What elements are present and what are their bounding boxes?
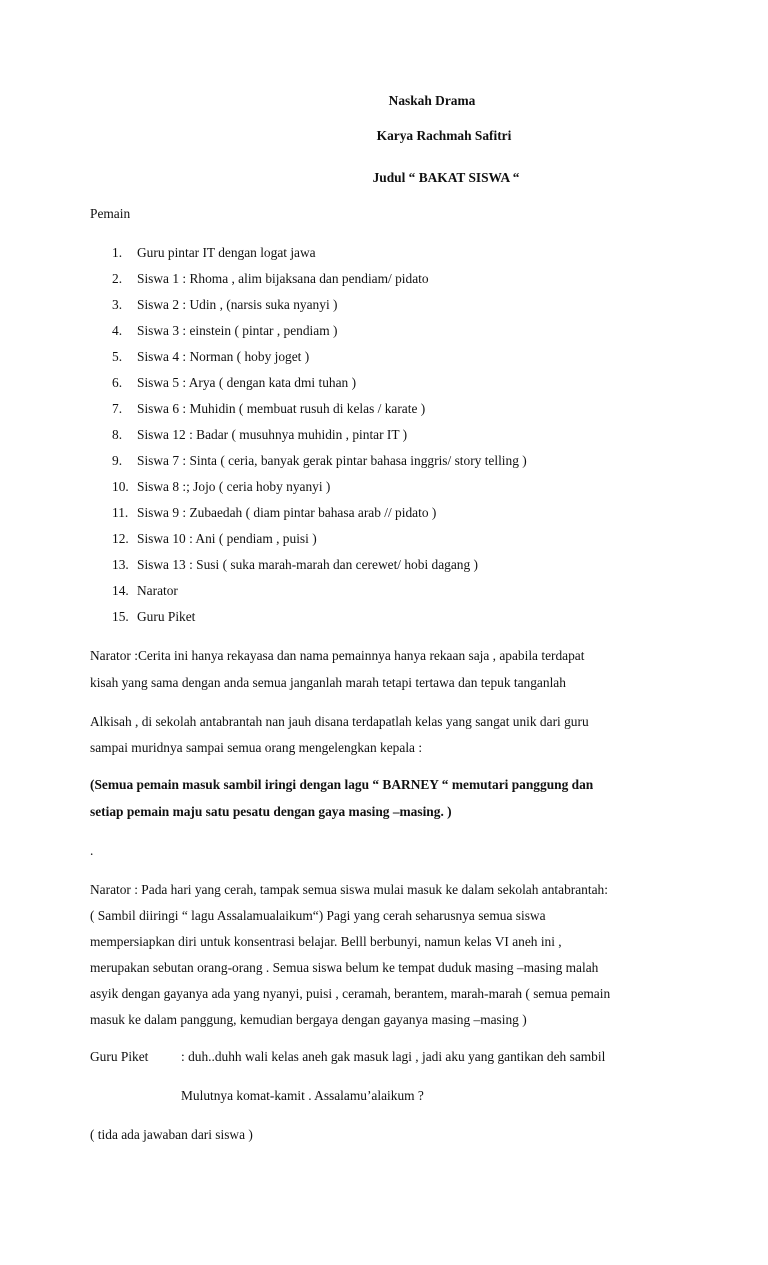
- cast-heading: Pemain: [90, 206, 131, 221]
- doc-author: Karya Rachmah Safitri: [376, 128, 512, 143]
- narrator-paragraph-line: Narator :Cerita ini hanya rekayasa dan nama pemainnya hanya rekaan saja , apabila terdapat: [90, 648, 585, 663]
- narrator2-paragraph-line: asyik dengan gayanya ada yang nyanyi, puisi , ceramah, berantem, marah-marah ( semua pemain: [90, 986, 611, 1001]
- narrator2-paragraph-line: mempersiapkan diri untuk konsentrasi belajar. Belll berbunyi, namun kelas VI aneh ini ,: [90, 934, 562, 949]
- narrator2-paragraph-line: merupakan sebutan orang-orang . Semua siswa belum ke tempat duduk masing –masing malah: [90, 960, 599, 975]
- stage-direction-line: setiap pemain maju satu pesatu dengan gaya masing –masing. ): [90, 804, 452, 819]
- dialogue-line: Mulutnya komat-kamit . Assalamu’alaikum ?: [181, 1088, 424, 1103]
- narrator-paragraph-line: kisah yang sama dengan anda semua janganlah marah tetapi tertawa dan tepuk tanganlah: [90, 675, 566, 690]
- separator-dot: .: [90, 843, 94, 858]
- doc-play-title: Judul “ BAKAT SISWA “: [372, 170, 520, 185]
- narrator2-paragraph-line: ( Sambil diiringi “ lagu Assalamualaikum“) Pagi yang cerah seharusnya semua siswa: [90, 908, 546, 923]
- narrator2-paragraph-line: Narator : Pada hari yang cerah, tampak semua siswa mulai masuk ke dalam sekolah antabrantah:: [90, 882, 608, 897]
- closing-stage-note: ( tida ada jawaban dari siswa ): [90, 1127, 253, 1142]
- dialogue-speaker: Guru Piket: [90, 1049, 149, 1064]
- document-page: Naskah Drama Karya Rachmah Safitri Judul “ BAKAT SISWA “ Pemain 1. Guru pintar IT dengan logat jawa 2. Siswa 1 : Rhoma , alim bijaksana dan pendiam/ pidato 3. Siswa 2 : Udin , (narsis suka nyanyi ) 4. Siswa 3 : einstein ( pintar , pendiam ) 5. Siswa 4 : Norman ( hoby joget ) 6. Siswa 5 : Arya ( dengan kata dmi tuhan ) 7. Siswa 6 : Muhidin ( membuat rusuh di kelas / karate ) 8. Siswa 12 : Badar ( musuhnya muhidin , pintar IT ) 9. Siswa 7 : Sinta ( ceria, banyak gerak pintar bahasa inggris/ story telling ) 10. Siswa 8 :; Jojo ( ceria hoby nyanyi ) 11. Siswa 9 : Zubaedah ( diam pintar bahasa arab // pidato ) 12. Siswa 10 : Ani ( pendiam , puisi ) 13. Siswa 13 : Susi ( suka marah-marah dan cerewet/ hobi dagang ) 14. Narator 15. Guru Piket Narator :Cerita ini hanya rekayasa dan nama pemainnya hanya rekaan saja , apabila terdapat kisah yang sama dengan anda semua janganlah marah tetapi tertawa dan tepuk tanganlah Alkisah , di sekolah antabrantah nan jauh disana terdapatlah kelas yang sangat unik dari guru sampai muridnya sampai semua orang mengelengkan kepala : (Semua pemain masuk sambil iringi dengan lagu “ BARNEY “ memutari panggung dan setiap pemain maju satu pesatu dengan gaya masing –masing. ) . Narator : Pada hari yang cerah, tampak semua siswa mulai masuk ke dalam sekolah antabrantah: ( Sambil diiringi “ lagu Assalamualaikum“) Pagi yang cerah seharusnya semua siswa mempersiapkan diri untuk konsentrasi belajar. Belll berbunyi, namun kelas VI aneh ini , merupakan sebutan orang-orang . Semua siswa belum ke tempat duduk masing –masing malah asyik dengan gayanya ada yang nyanyi, puisi , ceramah, berantem, marah-marah ( semua pemain masuk ke dalam panggung, kemudian bergaya dengan gayanya masing –masing ) Guru Piket : duh..duhh wali kelas aneh gak masuk lagi , jadi aku yang gantikan deh sambil Mulutnya komat-kamit . Assalamu’alaikum ? ( tida ada jawaban dari siswa ): [0, 0, 768, 1265]
- narrator2-paragraph-line: masuk ke dalam panggung, kemudian bergaya dengan gayanya masing –masing ): [90, 1012, 527, 1027]
- doc-title: Naskah Drama: [388, 93, 476, 108]
- dialogue-line: : duh..duhh wali kelas aneh gak masuk lagi , jadi aku yang gantikan deh sambil: [181, 1049, 606, 1064]
- alkisah-paragraph-line: Alkisah , di sekolah antabrantah nan jauh disana terdapatlah kelas yang sangat unik dari guru: [90, 714, 589, 729]
- stage-direction-line: (Semua pemain masuk sambil iringi dengan lagu “ BARNEY “ memutari panggung dan: [90, 777, 594, 792]
- alkisah-paragraph-line: sampai muridnya sampai semua orang mengelengkan kepala :: [90, 740, 423, 755]
